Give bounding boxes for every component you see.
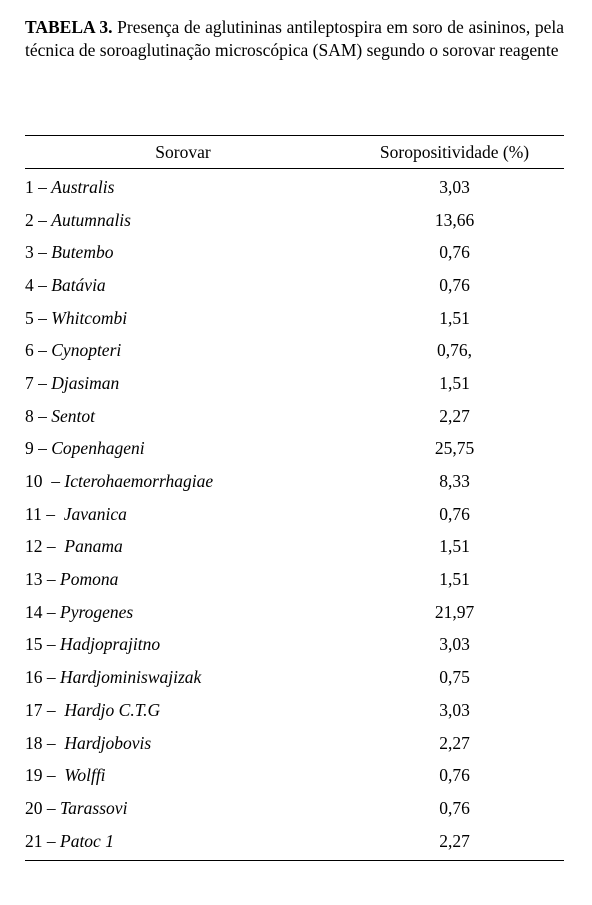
- table-row: [25, 269, 564, 302]
- sorovar-name: Hardjo C.T.G: [64, 699, 161, 720]
- sorovar-name: Australis: [51, 176, 115, 197]
- sorovar-cell: [25, 210, 341, 231]
- table-row: [25, 792, 564, 825]
- table-row: [25, 465, 564, 498]
- sorovar-name: Wolffi: [64, 765, 106, 786]
- table-row: [25, 694, 564, 727]
- row-number: 1 –: [25, 176, 52, 197]
- row-number: 19 –: [25, 765, 65, 786]
- row-number: 9 –: [25, 438, 52, 459]
- row-number: 8 –: [25, 405, 52, 426]
- sorovar-cell: [25, 798, 341, 819]
- table-row: [25, 825, 564, 858]
- soropositividade-cell: 8,33: [439, 471, 470, 492]
- table-row: [25, 236, 564, 269]
- sorovar-name: Tarassovi: [60, 797, 128, 818]
- row-number: 18 –: [25, 732, 65, 753]
- sorovar-cell: [25, 602, 341, 623]
- sorovar-name: Panama: [64, 536, 123, 557]
- table-row: [25, 433, 564, 466]
- sorovar-name: Patoc 1: [60, 830, 114, 851]
- sorovar-cell: [25, 242, 341, 263]
- soropositividade-cell: 0,76: [439, 503, 470, 524]
- sorovar-name: Pomona: [60, 569, 119, 590]
- sorovar-cell: [25, 733, 341, 754]
- table-row: [25, 171, 564, 204]
- column-header-sorovar: Sorovar: [155, 141, 211, 162]
- row-number: 15 –: [25, 634, 60, 655]
- sorovar-cell: [25, 536, 341, 557]
- row-number: 11 –: [25, 503, 64, 524]
- table-row: [25, 727, 564, 760]
- sorovar-cell: [25, 471, 341, 492]
- table-caption-label: TABELA 3.: [25, 17, 113, 37]
- sorovar-name: Javanica: [63, 503, 127, 524]
- table-row: [25, 563, 564, 596]
- sorovar-cell: [25, 373, 341, 394]
- sorovar-cell: [25, 177, 341, 198]
- sorovar-name: Djasiman: [51, 372, 120, 393]
- sorovar-name: Icterohaemorrhagiae: [64, 471, 214, 492]
- soropositividade-cell: 0,76: [439, 797, 470, 818]
- table-caption-text: Presença de aglutininas antileptospira em soro de asininos, pela técnica de soroaglutinação microscópica (SAM) segundo o sorovar reagente: [25, 17, 565, 60]
- sorovar-name: Batávia: [51, 274, 106, 295]
- table-row: [25, 204, 564, 237]
- soropositividade-cell: 0,76: [439, 765, 470, 786]
- table-body: [25, 169, 564, 860]
- sorovar-cell: [25, 438, 341, 459]
- sorovar-cell: [25, 667, 341, 688]
- table-row: [25, 531, 564, 564]
- soropositividade-cell: 1,51: [439, 372, 470, 393]
- sorovar-name: Sentot: [51, 405, 95, 426]
- sorovar-cell: [25, 569, 341, 590]
- sorovar-name: Whitcombi: [51, 307, 128, 328]
- soropositividade-cell: 2,27: [439, 405, 470, 426]
- sorovar-name: Cynopteri: [51, 340, 122, 361]
- table-row: [25, 302, 564, 335]
- table-header: [25, 136, 564, 169]
- soropositividade-cell: 1,51: [439, 569, 470, 590]
- row-number: 6 –: [25, 340, 52, 361]
- row-number: 14 –: [25, 601, 60, 622]
- row-number: 17 –: [25, 699, 65, 720]
- soropositividade-cell: 0,75: [439, 667, 470, 688]
- soropositividade-cell: 3,03: [439, 176, 470, 197]
- row-number: 4 –: [25, 274, 52, 295]
- soropositividade-cell: 2,27: [439, 732, 470, 753]
- table-row: [25, 334, 564, 367]
- row-number: 12 –: [25, 536, 65, 557]
- sorovar-cell: [25, 308, 341, 329]
- soropositividade-cell: 0,76: [439, 242, 470, 263]
- sorovar-cell: [25, 504, 341, 525]
- row-number: 3 –: [25, 242, 52, 263]
- sorovar-name: Autumnalis: [51, 209, 131, 230]
- soropositividade-cell: 1,51: [439, 307, 470, 328]
- table-row: [25, 759, 564, 792]
- row-number: 2 –: [25, 209, 52, 230]
- row-number: 16 –: [25, 667, 60, 688]
- table-row: [25, 661, 564, 694]
- sorovar-cell: [25, 275, 341, 296]
- sorovar-cell: [25, 634, 341, 655]
- soropositividade-cell: 1,51: [439, 536, 470, 557]
- data-table: [25, 135, 564, 861]
- soropositividade-cell: 3,03: [439, 634, 470, 655]
- soropositividade-cell: 21,97: [434, 601, 475, 622]
- sorovar-cell: [25, 700, 341, 721]
- sorovar-cell: [25, 340, 341, 361]
- sorovar-cell: [25, 831, 341, 852]
- table-row: [25, 629, 564, 662]
- sorovar-name: Hadjoprajitno: [60, 634, 161, 655]
- row-number: 7 –: [25, 372, 52, 393]
- row-number: 21 –: [25, 830, 60, 851]
- table-row: [25, 367, 564, 400]
- soropositividade-cell: 13,66: [434, 209, 475, 230]
- sorovar-cell: [25, 406, 341, 427]
- table-row: [25, 498, 564, 531]
- column-header-soropositividade: Soropositividade (%): [379, 141, 530, 162]
- sorovar-name: Hardjominiswajizak: [60, 667, 202, 688]
- soropositividade-cell: 2,27: [439, 830, 470, 851]
- soropositividade-cell: 0,76: [439, 274, 470, 295]
- table-row: [25, 400, 564, 433]
- soropositividade-cell: 0,76,: [437, 340, 472, 361]
- row-number: 5 –: [25, 307, 52, 328]
- soropositividade-cell: 25,75: [434, 438, 475, 459]
- row-number: 13 –: [25, 569, 60, 590]
- table-caption: [25, 16, 564, 62]
- sorovar-name: Butembo: [51, 242, 114, 263]
- sorovar-cell: [25, 765, 341, 786]
- soropositividade-cell: 3,03: [439, 699, 470, 720]
- row-number: 10 –: [25, 471, 65, 492]
- table-row: [25, 596, 564, 629]
- row-number: 20 –: [25, 797, 60, 818]
- sorovar-name: Pyrogenes: [60, 601, 134, 622]
- sorovar-name: Hardjobovis: [64, 732, 152, 753]
- sorovar-name: Copenhageni: [51, 438, 145, 459]
